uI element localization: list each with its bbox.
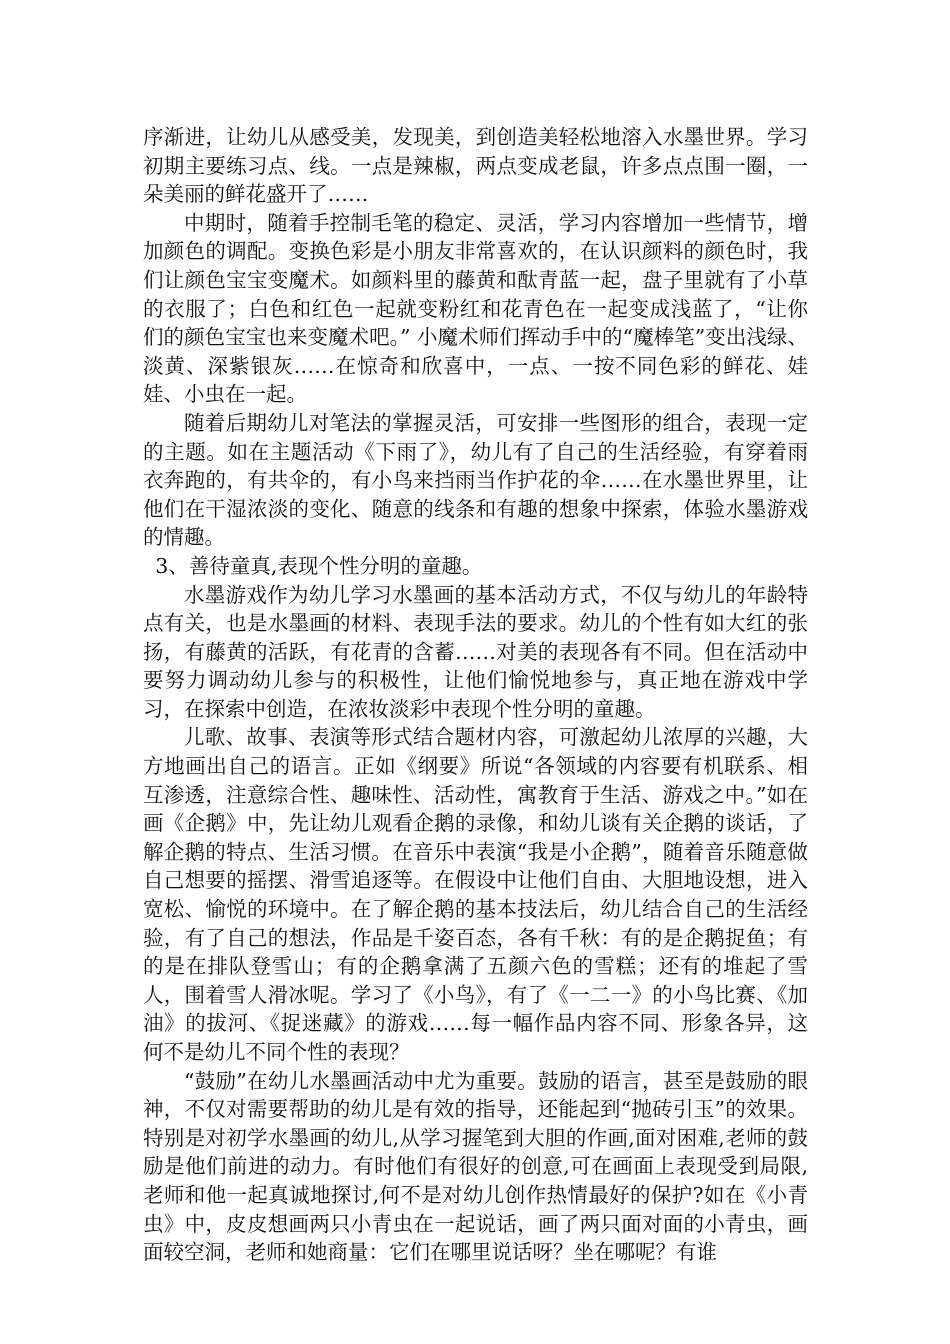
paragraph-penguin-example: 儿歌、故事、表演等形式结合题材内容，可激起幼儿浓厚的兴趣，大方地画出自己的语言。正如《纲要》所说“各领域的内容要有机联系、相互渗透，注意综合性、趣味性、活动性，寓教育于生活、游戏之中。”如在画《企鹅》中，先让幼儿观看企鹅的录像，和幼儿谈有关企鹅的谈话，了解企鹅的特点、生活习惯。在音乐中表演“我是小企鹅”，随着音乐随意做自己想要的摇摆、滑雪追逐等。在假设中让他们自由、大胆地设想，进入宽松、愉悦的环境中。在了解企鹅的基本技法后，幼儿结合自己的生活经验，有了自己的想法，作品是千姿百态，各有千秋：有的是企鹅捉鱼；有的是在排队登雪山；有的企鹅拿满了五颜六色的雪糕；还有的堆起了雪人，围着雪人滑冰呢。学习了《小鸟》，有了《一二一》的小鸟比赛、《加油》的拔河、《捉迷藏》的游戏……每一幅作品内容不同、形象各异，这何不是幼儿不同个性的表现？: [143, 725, 808, 1064]
paragraph-encouragement: “鼓励”在幼儿水墨画活动中尤为重要。鼓励的语言，甚至是鼓励的眼神，不仅对需要帮助的幼儿是有效的指导，还能起到“抛砖引玉”的效果。特别是对初学水墨画的幼儿,从学习握笔到大胆的作画,面对困难,老师的鼓励是他们前进的动力。有时他们有很好的创意,可在画面上表现受到局限,老师和他一起真诚地探讨,何不是对幼儿创作热情最好的保护?如在《小青虫》中，皮皮想画两只小青虫在一起说话，画了两只面对面的小青虫，画面较空洞，老师和她商量：它们在哪里说话呀？坐在哪呢？有谁: [143, 1068, 808, 1265]
paragraph-middle-stage: 中期时，随着手控制毛笔的稳定、灵活，学习内容增加一些情节，增加颜色的调配。变换色彩是小朋友非常喜欢的，在认识颜料的颜色时，我们让颜色宝宝变魔术。如颜料里的藤黄和酞青蓝一起，盘子里就有了小草的衣服了；白色和红色一起就变粉红和花青色在一起变成浅蓝了，“让你们的颜色宝宝也来变魔术吧。” 小魔术师们挥动手中的“魔棒笔”变出浅绿、淡黄、深紫银灰……在惊奇和欣喜中，一点、一按不同色彩的鲜花、娃娃、小虫在一起。: [143, 210, 808, 407]
document-page: [143, 123, 808, 1267]
section-heading: 3、善待童真,表现个性分明的童趣。: [155, 553, 483, 578]
paragraph-late-stage: 随着后期幼儿对笔法的掌握灵活，可安排一些图形的组合，表现一定的主题。如在主题活动《下雨了》，幼儿有了自己的生活经验，有穿着雨衣奔跑的，有共伞的，有小鸟来挡雨当作护花的伞……在水墨世界里，让他们在干湿浓淡的变化、随意的线条和有趣的想象中探索，体验水墨游戏的情趣。: [143, 410, 808, 550]
paragraph-ink-game: 水墨游戏作为幼儿学习水墨画的基本活动方式，不仅与幼儿的年龄特点有关，也是水墨画的材料、表现手法的要求。幼儿的个性有如大红的张扬，有藤黄的活跃，有花青的含蓄……对美的表现各有不同。但在活动中要努力调动幼儿参与的积极性，让他们愉悦地参与，真正地在游戏中学习，在探索中创造，在浓妆淡彩中表现个性分明的童趣。: [143, 582, 808, 721]
paragraph-continuation: 序渐进，让幼儿从感受美，发现美，到创造美轻松地溶入水墨世界。学习初期主要练习点、线。一点是辣椒，两点变成老鼠，许多点点围一圈，一朵美丽的鲜花盛开了……: [143, 125, 808, 207]
